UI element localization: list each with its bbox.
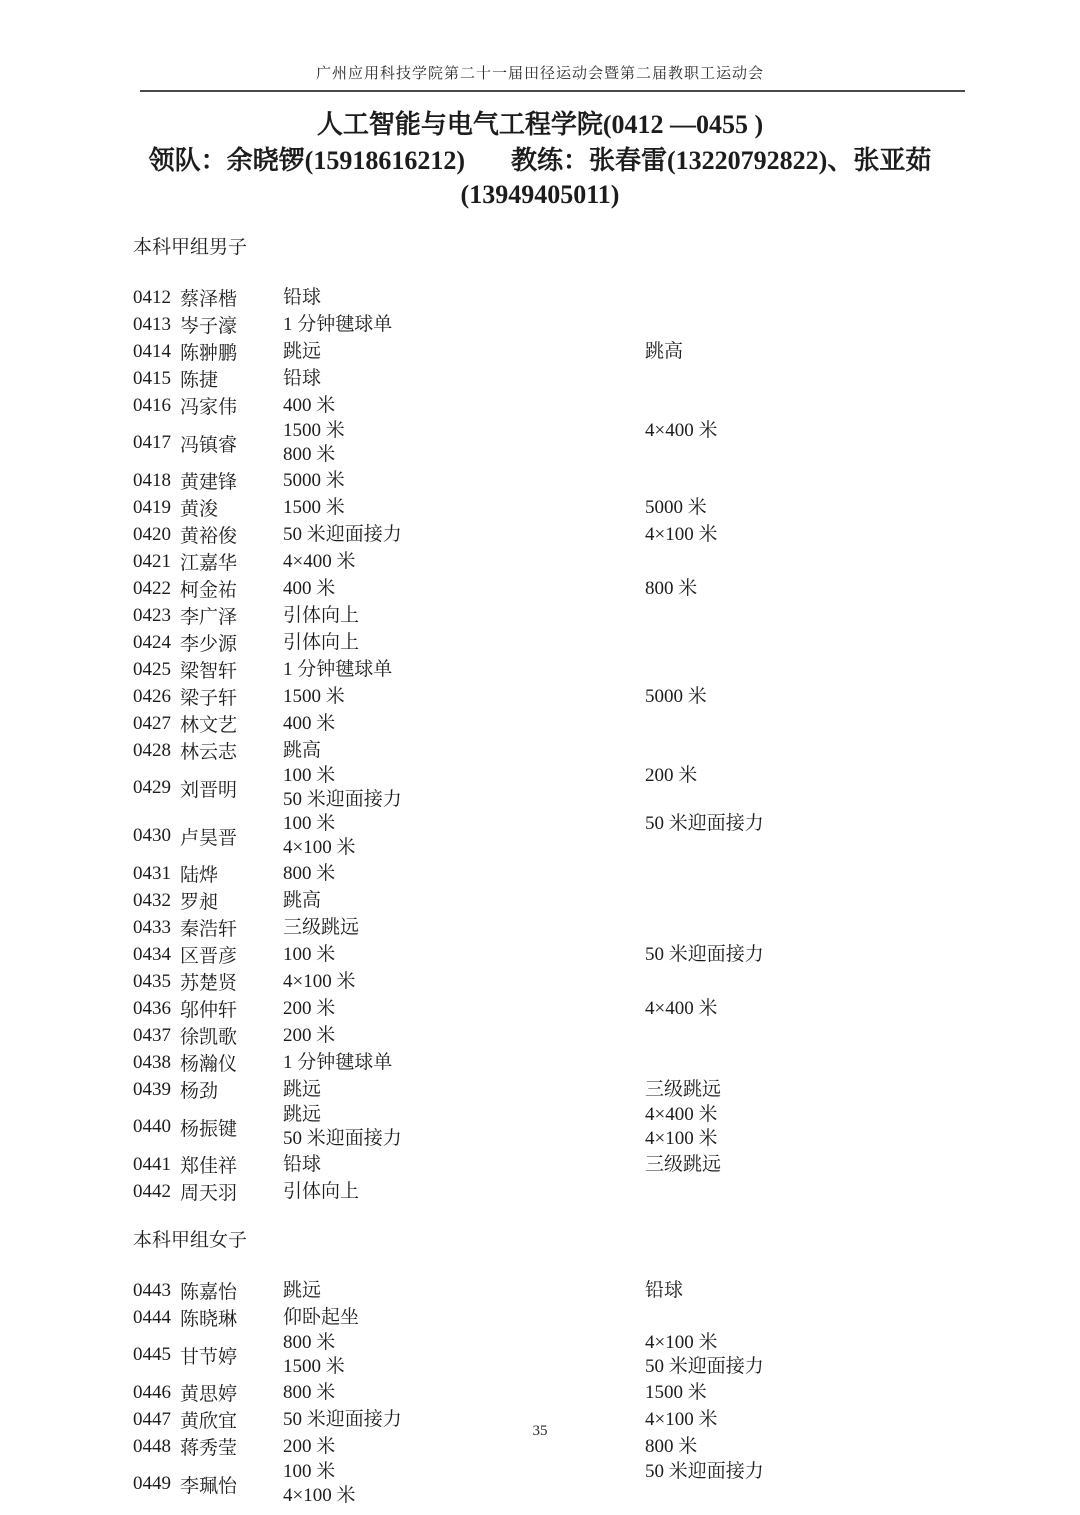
athlete-name: 冯家伟 xyxy=(180,397,238,418)
athlete-name: 岑子濠 xyxy=(180,316,238,337)
athlete-row xyxy=(133,941,1080,968)
athlete-events xyxy=(283,419,1080,467)
athlete-number: 0428 xyxy=(133,739,171,761)
athlete-events xyxy=(283,577,1080,601)
athlete-row xyxy=(133,710,1080,737)
athlete-events xyxy=(283,1024,1080,1048)
athlete-name: 江嘉华 xyxy=(180,553,238,574)
event-primary: 50 米迎面接力 xyxy=(283,1128,402,1149)
event-primary: 100 米 xyxy=(283,1461,336,1482)
event-primary: 4×100 米 xyxy=(283,1485,356,1506)
athlete-name: 区晋彦 xyxy=(180,946,238,967)
event-secondary: 50 米迎面接力 xyxy=(645,1356,764,1377)
athlete-name: 邬仲轩 xyxy=(180,1000,238,1021)
athlete-number: 0423 xyxy=(133,604,171,626)
athlete-row xyxy=(133,737,1080,764)
athlete-row xyxy=(133,683,1080,710)
event-primary: 200 米 xyxy=(283,1024,336,1046)
event-line xyxy=(283,1460,1080,1484)
event-primary: 800 米 xyxy=(283,444,336,465)
athlete-name: 黄裕俊 xyxy=(180,526,238,547)
athlete-name: 李广泽 xyxy=(180,607,238,628)
event-primary: 1500 米 xyxy=(283,496,345,518)
event-secondary xyxy=(645,367,1080,391)
athlete-row xyxy=(133,1049,1080,1076)
event-primary: 200 米 xyxy=(283,1435,336,1457)
event-primary: 跳远 xyxy=(283,1104,322,1125)
athlete-number: 0418 xyxy=(133,469,171,491)
athlete-events xyxy=(283,469,1080,493)
athlete-events xyxy=(283,812,1080,860)
athlete-events xyxy=(283,889,1080,913)
athlete-row xyxy=(133,575,1080,602)
athlete-row xyxy=(133,1178,1080,1205)
athlete-number: 0420 xyxy=(133,523,171,545)
athlete-row xyxy=(133,284,1080,311)
athlete-number: 0433 xyxy=(133,916,171,938)
athlete-number: 0426 xyxy=(133,685,171,707)
athlete-row xyxy=(133,914,1080,941)
athlete-row xyxy=(133,494,1080,521)
athlete-name: 刘晋明 xyxy=(180,779,238,801)
event-secondary xyxy=(645,889,1080,913)
athlete-name: 周天羽 xyxy=(180,1183,238,1204)
event-secondary: 50 米迎面接力 xyxy=(645,943,764,965)
event-line xyxy=(283,1153,1080,1177)
athlete-row xyxy=(133,1460,1080,1508)
athlete-number: 0430 xyxy=(133,825,171,846)
event-line xyxy=(283,1078,1080,1102)
athlete-events xyxy=(283,862,1080,886)
athlete-number: 0417 xyxy=(133,432,171,453)
event-secondary xyxy=(645,970,1080,994)
section-rows xyxy=(0,1277,1080,1508)
athlete-row xyxy=(133,1076,1080,1103)
event-secondary xyxy=(645,916,1080,940)
athlete-events xyxy=(283,496,1080,520)
athlete-name: 陆烨 xyxy=(180,865,219,886)
athlete-row xyxy=(133,467,1080,494)
event-line xyxy=(283,862,1080,886)
event-line xyxy=(283,1051,1080,1075)
event-line xyxy=(283,1024,1080,1048)
event-secondary xyxy=(645,712,1080,736)
athlete-name: 黄浚 xyxy=(180,499,219,520)
event-line xyxy=(283,443,1080,467)
event-line xyxy=(283,1355,1080,1379)
athlete-row xyxy=(133,1277,1080,1304)
athlete-number: 0432 xyxy=(133,889,171,911)
event-secondary xyxy=(645,1024,1080,1048)
athlete-name: 黄建锋 xyxy=(180,472,238,493)
title-block xyxy=(0,108,1080,212)
athlete-name: 林云志 xyxy=(180,742,238,763)
athlete-name: 黄思婷 xyxy=(180,1384,238,1405)
event-line xyxy=(283,313,1080,337)
athlete-name: 冯镇睿 xyxy=(180,434,238,456)
event-primary: 1 分钟毽球单 xyxy=(283,658,393,680)
event-primary: 400 米 xyxy=(283,712,336,734)
event-secondary xyxy=(645,1051,1080,1075)
athlete-name: 蒋秀莹 xyxy=(180,1438,238,1459)
event-line xyxy=(283,604,1080,628)
athlete-number: 0427 xyxy=(133,712,171,734)
athlete-number: 0438 xyxy=(133,1051,171,1073)
athlete-events xyxy=(283,764,1080,812)
event-line xyxy=(283,496,1080,520)
athlete-row xyxy=(133,1103,1080,1151)
event-primary: 铅球 xyxy=(283,286,322,308)
event-line xyxy=(283,788,1080,812)
event-secondary xyxy=(645,631,1080,655)
event-primary: 跳远 xyxy=(283,1078,322,1100)
athlete-events xyxy=(283,1103,1080,1151)
event-line xyxy=(283,997,1080,1021)
athlete-row xyxy=(133,1331,1080,1379)
athlete-name: 蔡泽楷 xyxy=(180,289,238,310)
event-line xyxy=(283,1279,1080,1303)
event-secondary: 4×100 米 xyxy=(645,1332,718,1353)
event-primary: 跳远 xyxy=(283,1279,322,1301)
event-primary: 三级跳远 xyxy=(283,916,360,938)
athlete-number: 0436 xyxy=(133,997,171,1019)
athlete-events xyxy=(283,916,1080,940)
event-line xyxy=(283,1103,1080,1127)
athlete-events xyxy=(283,970,1080,994)
event-primary: 400 米 xyxy=(283,577,336,599)
athlete-name: 黄欣宜 xyxy=(180,1411,238,1432)
event-primary: 400 米 xyxy=(283,394,336,416)
event-primary: 200 米 xyxy=(283,997,336,1019)
event-secondary xyxy=(645,604,1080,628)
event-primary: 100 米 xyxy=(283,943,336,965)
athlete-row xyxy=(133,1022,1080,1049)
athlete-row xyxy=(133,764,1080,812)
athlete-events xyxy=(283,394,1080,418)
athlete-number: 0448 xyxy=(133,1435,171,1457)
athlete-row xyxy=(133,419,1080,467)
athlete-row xyxy=(133,548,1080,575)
event-secondary: 跳高 xyxy=(645,340,684,362)
event-secondary xyxy=(645,443,1080,467)
event-secondary: 200 米 xyxy=(645,765,698,786)
athlete-name: 李珮怡 xyxy=(180,1475,238,1497)
event-secondary xyxy=(645,469,1080,493)
athlete-number: 0413 xyxy=(133,313,171,335)
event-line xyxy=(283,1331,1080,1355)
athlete-number: 0425 xyxy=(133,658,171,680)
athlete-row xyxy=(133,656,1080,683)
athlete-number: 0429 xyxy=(133,777,171,798)
athlete-row xyxy=(133,629,1080,656)
athlete-events xyxy=(283,1381,1080,1405)
athlete-events xyxy=(283,685,1080,709)
event-line xyxy=(283,577,1080,601)
event-primary: 4×100 米 xyxy=(283,970,356,992)
event-secondary: 三级跳远 xyxy=(645,1153,722,1175)
event-primary: 跳远 xyxy=(283,340,322,362)
athlete-events xyxy=(283,313,1080,337)
athlete-events xyxy=(283,1331,1080,1379)
athlete-events xyxy=(283,631,1080,655)
event-primary: 800 米 xyxy=(283,1332,336,1353)
event-primary: 引体向上 xyxy=(283,604,360,626)
page-number: 35 xyxy=(532,1423,548,1439)
event-secondary xyxy=(645,862,1080,886)
event-line xyxy=(283,340,1080,364)
event-line xyxy=(283,916,1080,940)
event-line xyxy=(283,1484,1080,1508)
athlete-name: 梁智轩 xyxy=(180,661,238,682)
event-primary: 1 分钟毽球单 xyxy=(283,1051,393,1073)
athlete-events xyxy=(283,712,1080,736)
athlete-number: 0435 xyxy=(133,970,171,992)
event-line xyxy=(283,658,1080,682)
event-line xyxy=(283,764,1080,788)
event-primary: 1 分钟毽球单 xyxy=(283,313,393,335)
athlete-number: 0444 xyxy=(133,1306,171,1328)
event-secondary xyxy=(645,550,1080,574)
athlete-name: 郑佳祥 xyxy=(180,1156,238,1177)
section-rows xyxy=(0,284,1080,1205)
coach-phone-continuation: (13949405011) xyxy=(460,180,620,209)
event-primary: 800 米 xyxy=(283,862,336,884)
athlete-name: 苏楚贤 xyxy=(180,973,238,994)
athlete-number: 0434 xyxy=(133,943,171,965)
athlete-row xyxy=(133,968,1080,995)
athlete-events xyxy=(283,367,1080,391)
event-primary: 5000 米 xyxy=(283,469,345,491)
event-line xyxy=(283,943,1080,967)
event-primary: 50 米迎面接力 xyxy=(283,1408,402,1430)
athlete-number: 0449 xyxy=(133,1473,171,1494)
event-secondary: 1500 米 xyxy=(645,1381,707,1403)
event-secondary: 4×100 米 xyxy=(645,1408,718,1430)
event-primary: 跳高 xyxy=(283,739,322,761)
event-line xyxy=(283,739,1080,763)
athlete-row xyxy=(133,365,1080,392)
event-primary: 50 米迎面接力 xyxy=(283,789,402,810)
athlete-name: 陈翀鹏 xyxy=(180,343,238,364)
event-primary: 铅球 xyxy=(283,1153,322,1175)
event-line xyxy=(283,631,1080,655)
event-primary: 1500 米 xyxy=(283,420,345,441)
event-secondary: 4×100 米 xyxy=(645,523,718,545)
athlete-name: 徐凯歌 xyxy=(180,1027,238,1048)
event-primary: 仰卧起坐 xyxy=(283,1306,360,1328)
athlete-name: 陈捷 xyxy=(180,370,219,391)
athlete-events xyxy=(283,1180,1080,1204)
event-line xyxy=(283,889,1080,913)
athlete-number: 0431 xyxy=(133,862,171,884)
athlete-events xyxy=(283,739,1080,763)
event-secondary: 50 米迎面接力 xyxy=(645,1461,764,1482)
athlete-number: 0416 xyxy=(133,394,171,416)
athlete-row xyxy=(133,887,1080,914)
event-line xyxy=(283,394,1080,418)
athlete-events xyxy=(283,1078,1080,1102)
athlete-events xyxy=(283,1279,1080,1303)
athlete-events xyxy=(283,658,1080,682)
athlete-row xyxy=(133,521,1080,548)
event-secondary xyxy=(645,658,1080,682)
athlete-events xyxy=(283,523,1080,547)
event-secondary xyxy=(645,836,1080,860)
event-secondary: 4×400 米 xyxy=(645,1104,718,1125)
athlete-row xyxy=(133,860,1080,887)
event-line xyxy=(283,970,1080,994)
event-line xyxy=(283,367,1080,391)
event-secondary: 800 米 xyxy=(645,1435,698,1457)
event-primary: 100 米 xyxy=(283,813,336,834)
athlete-name: 李少源 xyxy=(180,634,238,655)
event-secondary: 4×100 米 xyxy=(645,1128,718,1149)
athlete-number: 0412 xyxy=(133,286,171,308)
athlete-number: 0422 xyxy=(133,577,171,599)
athlete-number: 0446 xyxy=(133,1381,171,1403)
athlete-row xyxy=(133,812,1080,860)
athlete-events xyxy=(283,1460,1080,1508)
event-primary: 引体向上 xyxy=(283,1180,360,1202)
event-primary: 1500 米 xyxy=(283,1356,345,1377)
event-secondary: 50 米迎面接力 xyxy=(645,813,764,834)
event-secondary: 5000 米 xyxy=(645,496,707,518)
athlete-events xyxy=(283,340,1080,364)
athlete-events xyxy=(283,943,1080,967)
event-secondary: 4×400 米 xyxy=(645,420,718,441)
event-secondary: 4×400 米 xyxy=(645,997,718,1019)
athlete-row xyxy=(133,1379,1080,1406)
event-line xyxy=(283,286,1080,310)
athlete-name: 罗昶 xyxy=(180,892,219,913)
event-secondary xyxy=(645,394,1080,418)
athlete-number: 0445 xyxy=(133,1344,171,1365)
athlete-number: 0440 xyxy=(133,1116,171,1137)
event-secondary xyxy=(645,1484,1080,1508)
athlete-name: 杨振键 xyxy=(180,1118,238,1140)
event-line xyxy=(283,685,1080,709)
athlete-name: 柯金祐 xyxy=(180,580,238,601)
event-secondary xyxy=(645,1180,1080,1204)
event-primary: 4×400 米 xyxy=(283,550,356,572)
athlete-number: 0443 xyxy=(133,1279,171,1301)
athlete-events xyxy=(283,997,1080,1021)
athlete-row xyxy=(133,602,1080,629)
event-secondary xyxy=(645,286,1080,310)
event-secondary: 三级跳远 xyxy=(645,1078,722,1100)
event-secondary xyxy=(645,1306,1080,1330)
athlete-events xyxy=(283,550,1080,574)
athlete-number: 0442 xyxy=(133,1180,171,1202)
leader-info: 领队：余晓锣(15918616212) xyxy=(148,146,465,175)
running-header: 广州应用科技学院第二十一届田径运动会暨第二届教职工运动会 xyxy=(315,66,764,82)
event-primary: 4×100 米 xyxy=(283,837,356,858)
event-primary: 50 米迎面接力 xyxy=(283,523,402,545)
event-secondary: 铅球 xyxy=(645,1279,684,1301)
staff-line xyxy=(0,144,1080,178)
section-title: 本科甲组女子 xyxy=(133,1230,248,1251)
event-line xyxy=(283,523,1080,547)
athlete-number: 0437 xyxy=(133,1024,171,1046)
athlete-row xyxy=(133,1304,1080,1331)
coach-info: 教练：张春雷(13220792822)、张亚茹 xyxy=(511,146,932,175)
event-primary: 铅球 xyxy=(283,367,322,389)
athlete-name: 林文艺 xyxy=(180,715,238,736)
athlete-name: 陈晓琳 xyxy=(180,1309,238,1330)
event-line xyxy=(283,469,1080,493)
athlete-row xyxy=(133,1151,1080,1178)
athlete-events xyxy=(283,1306,1080,1330)
athlete-events xyxy=(283,1051,1080,1075)
athlete-row xyxy=(133,995,1080,1022)
event-secondary xyxy=(645,739,1080,763)
athlete-events xyxy=(283,604,1080,628)
event-secondary: 5000 米 xyxy=(645,685,707,707)
event-line xyxy=(283,1180,1080,1204)
event-line xyxy=(283,1306,1080,1330)
athlete-row xyxy=(133,338,1080,365)
event-line xyxy=(283,1381,1080,1405)
athlete-number: 0415 xyxy=(133,367,171,389)
athlete-name: 陈嘉怡 xyxy=(180,1282,238,1303)
event-line xyxy=(283,712,1080,736)
event-line xyxy=(283,1127,1080,1151)
athlete-number: 0424 xyxy=(133,631,171,653)
athlete-row xyxy=(133,392,1080,419)
page-title: 人工智能与电气工程学院(0412 —0455 ) xyxy=(316,110,764,139)
athlete-number: 0447 xyxy=(133,1408,171,1430)
athlete-number: 0419 xyxy=(133,496,171,518)
athlete-name: 梁子轩 xyxy=(180,688,238,709)
event-primary: 100 米 xyxy=(283,765,336,786)
event-primary: 800 米 xyxy=(283,1381,336,1403)
sections-container xyxy=(0,236,1080,1508)
event-primary: 跳高 xyxy=(283,889,322,911)
athlete-name: 杨劲 xyxy=(180,1081,219,1102)
header-rule xyxy=(140,90,965,92)
athlete-name: 杨瀚仪 xyxy=(180,1054,238,1075)
athlete-number: 0441 xyxy=(133,1153,171,1175)
athlete-events xyxy=(283,1153,1080,1177)
event-secondary: 800 米 xyxy=(645,577,698,599)
event-line xyxy=(283,812,1080,836)
athlete-events xyxy=(283,286,1080,310)
event-primary: 1500 米 xyxy=(283,685,345,707)
event-line xyxy=(283,419,1080,443)
athlete-name: 甘节婷 xyxy=(180,1346,238,1368)
athlete-name: 卢昊晋 xyxy=(180,827,238,849)
athlete-row xyxy=(133,311,1080,338)
athlete-name: 秦浩轩 xyxy=(180,919,238,940)
section-title: 本科甲组男子 xyxy=(133,237,248,258)
athlete-number: 0414 xyxy=(133,340,171,362)
event-secondary xyxy=(645,788,1080,812)
event-secondary xyxy=(645,313,1080,337)
event-line xyxy=(283,550,1080,574)
athlete-number: 0439 xyxy=(133,1078,171,1100)
event-primary: 引体向上 xyxy=(283,631,360,653)
event-line xyxy=(283,836,1080,860)
athlete-number: 0421 xyxy=(133,550,171,572)
